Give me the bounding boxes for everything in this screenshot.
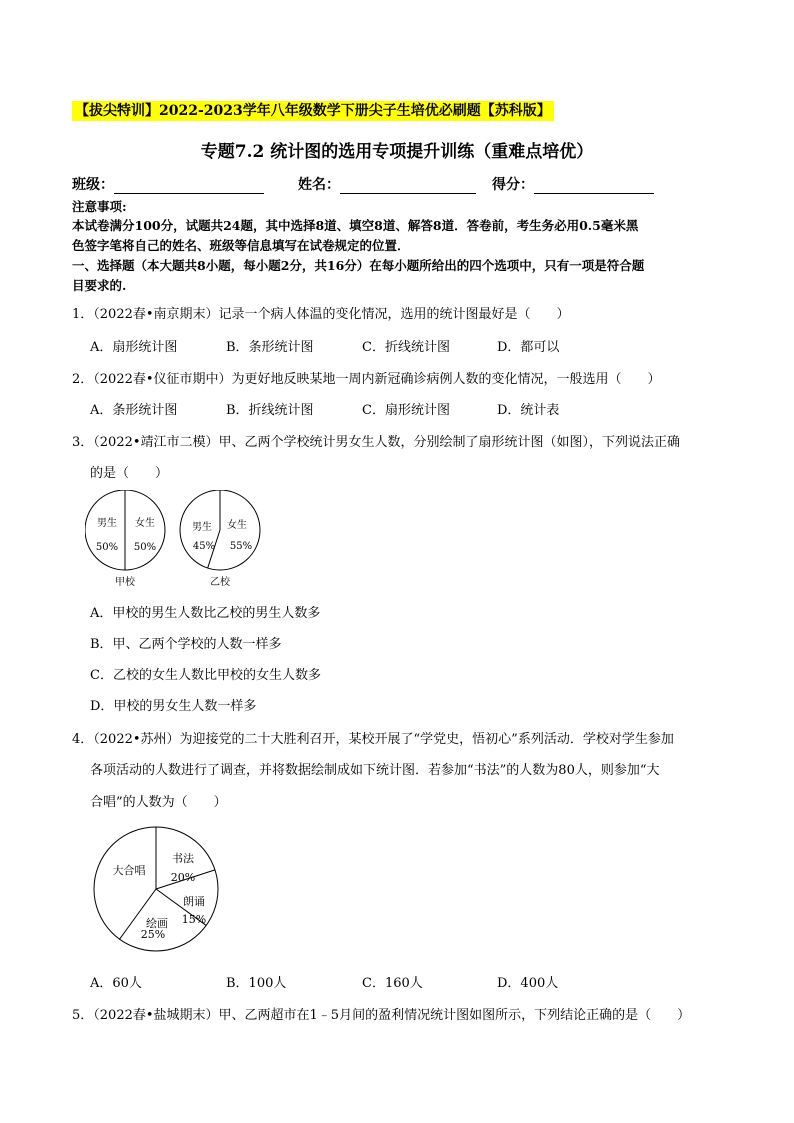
question-4-stem-line-3: 合唱”的人数为（ ） [90, 795, 227, 810]
question-3-stem-line-1: 3．（2022•靖江市二模）甲、乙两个学校统计男女生人数，分别绘制了扇形统计图（如图），下列说法正确 [72, 435, 681, 450]
pie-yixiao-label-boys: 男生 [192, 522, 212, 533]
pie-activities-label-huihua: 绘画 [146, 917, 168, 930]
question-1-option-c[interactable]: C．折线统计图 [362, 340, 450, 355]
question-3-option-a[interactable]: A．甲校的男生人数比乙校的男生人数多 [90, 606, 321, 621]
notes-heading: 注意事项: [72, 199, 127, 214]
question-4-option-d[interactable]: D．400人 [497, 976, 559, 991]
question-4-figure [90, 826, 230, 956]
question-4-option-b[interactable]: B．100人 [226, 976, 287, 991]
pie-yixiao-label-girls: 女生 [227, 520, 247, 531]
question-2-option-a[interactable]: A．条形统计图 [90, 403, 178, 418]
question-4-option-a[interactable]: A．60人 [90, 976, 142, 991]
notes-line-1: 本试卷满分100分，试题共24题，其中选择8道、填空8道、解答8道．答卷前，考生务必用0.5毫米黑 [72, 218, 639, 233]
pie-jiaxiao-label-boys: 男生 [97, 518, 117, 529]
question-3-figure [85, 490, 265, 588]
header-banner: 【拔尖特训】2022-2023学年八年级数学下册尖子生培优必刷题【苏科版】 [72, 101, 554, 121]
name-field [298, 174, 476, 194]
pie-jiaxiao-value-girls: 50% [133, 542, 157, 553]
pie-activities-value-shufa: 20% [170, 871, 196, 884]
page-title: 专题7.2 统计图的选用专项提升训练（重难点培优） [200, 142, 594, 162]
pie-yixiao-value-girls: 55% [229, 541, 253, 552]
pie-yixiao-title: 乙校 [210, 577, 230, 588]
pie-jiaxiao-title: 甲校 [115, 577, 135, 588]
pie-yixiao-value-boys: 45% [192, 541, 216, 552]
pie-activities-label-dahechang: 大合唱 [112, 864, 146, 877]
score-blank [534, 179, 654, 194]
question-4-option-c[interactable]: C．160人 [362, 976, 423, 991]
question-4-stem-line-2: 各项活动的人数进行了调查，并将数据绘制成如下统计图．若参加“书法”的人数为80人，则参加“大 [90, 763, 660, 778]
question-2-stem: 2．（2022春•仪征市期中）为更好地反映某地一周内新冠确诊病例人数的变化情况，一般选用（ ） [72, 372, 661, 387]
question-1-stem: 1．（2022春•南京期末）记录一个病人体温的变化情况，选用的统计图最好是（ ） [72, 307, 570, 322]
pie-jiaxiao-value-boys: 50% [95, 542, 119, 553]
question-3-option-d[interactable]: D．甲校的男女生人数一样多 [90, 699, 257, 714]
score-label: 得分： [492, 177, 534, 193]
question-2-option-c[interactable]: C．扇形统计图 [362, 403, 450, 418]
pie-activities-value-huihua: 25% [140, 928, 166, 941]
class-blank [114, 179, 264, 194]
class-label: 班级： [72, 177, 114, 193]
name-blank [340, 179, 476, 194]
question-2-option-d[interactable]: D．统计表 [497, 403, 560, 418]
question-3-option-b[interactable]: B．甲、乙两个学校的人数一样多 [90, 637, 282, 652]
question-3-stem-line-2: 的是（ ） [90, 466, 169, 481]
pie-activities-label-shufa: 书法 [172, 852, 194, 865]
question-1-option-d[interactable]: D．都可以 [497, 340, 560, 355]
pie-jiaxiao-label-girls: 女生 [135, 518, 155, 529]
question-3-option-c[interactable]: C．乙校的女生人数比甲校的女生人数多 [90, 668, 321, 683]
class-field [72, 174, 264, 194]
question-1-option-b[interactable]: B．条形统计图 [226, 340, 314, 355]
section-heading-1: 一、选择题（本大题共8小题，每小题2分，共16分）在每小题所给出的四个选项中，只有一项是符合题 [72, 258, 645, 273]
question-4-stem-line-1: 4．（2022•苏州）为迎接党的二十大胜利召开，某校开展了“学党史，悟初心”系列活动．学校对学生参加 [72, 732, 674, 747]
pie-activities-value-langsong: 15% [181, 913, 207, 926]
score-field [492, 174, 654, 194]
question-1-option-a[interactable]: A．扇形统计图 [90, 340, 178, 355]
name-label: 姓名： [298, 177, 340, 193]
question-2-option-b[interactable]: B．折线统计图 [226, 403, 314, 418]
section-heading-2: 目要求的. [72, 278, 127, 293]
pie-activities-label-langsong: 朗诵 [183, 895, 205, 908]
notes-line-2: 色签字笔将自己的姓名、班级等信息填写在试卷规定的位置． [72, 238, 410, 253]
question-5-stem: 5．（2022春•盐城期末）甲、乙两超市在1﹣5月间的盈利情况统计图如图所示，下列结论正确的是（ ） [72, 1008, 691, 1023]
